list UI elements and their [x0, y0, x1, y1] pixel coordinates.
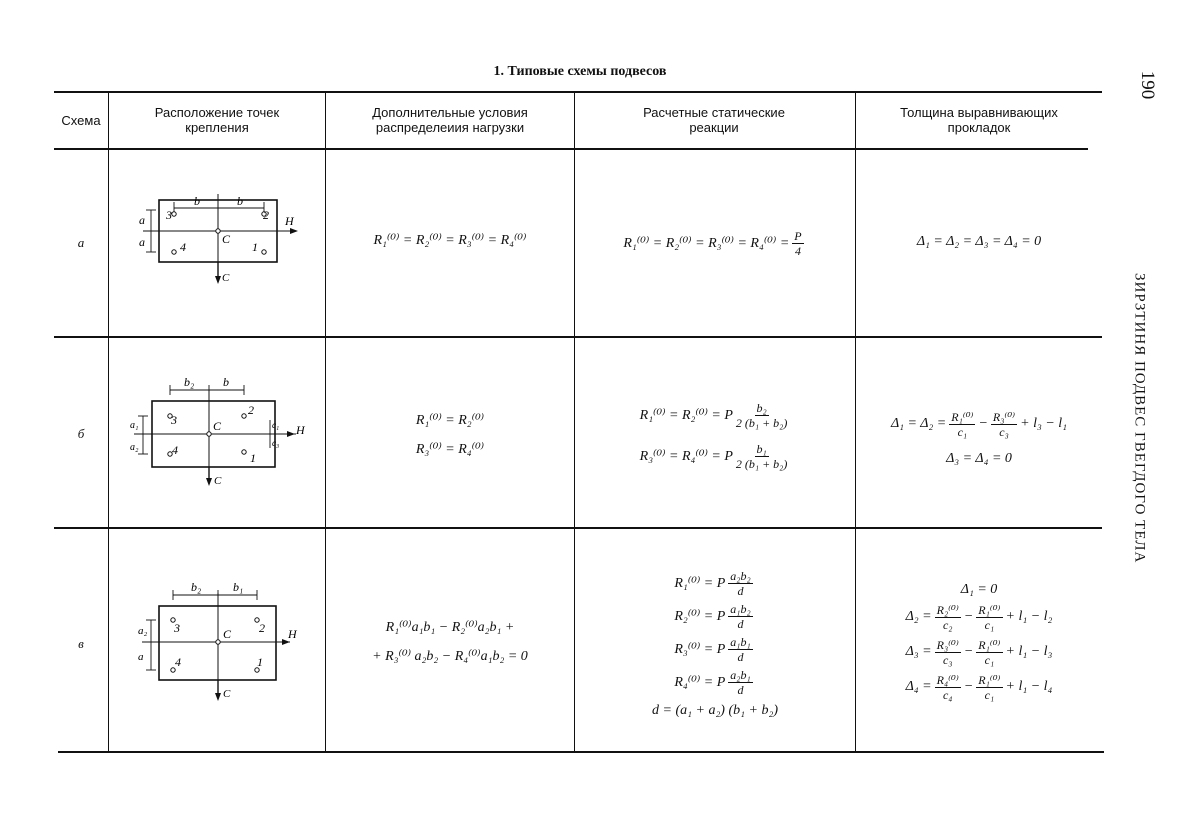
fraction-denominator: d — [737, 584, 744, 598]
diagram-label: 1 — [257, 655, 263, 669]
running-header-text: ЗИРЗТИНЯ ПОДВЕС ГВЕГДОГО ТЕЛА — [1131, 272, 1148, 564]
reaction-lhs: R₁⁽⁰⁾ = P — [674, 576, 726, 591]
reactions-v — [575, 552, 855, 738]
diagram-label: b₂ — [184, 375, 195, 389]
reaction-row — [640, 442, 791, 471]
reaction-fraction — [728, 569, 752, 598]
fraction-numerator: a₂b₁ — [730, 668, 751, 682]
scheme-diagram-a — [118, 180, 318, 290]
fraction-denominator: c₁ — [984, 652, 995, 667]
diagram-label: С — [223, 688, 231, 700]
fraction-denominator: 4 — [794, 243, 801, 258]
thickness-tail: + l₁ − l₄ — [1005, 679, 1053, 694]
diagram-label: 1 — [252, 240, 258, 254]
arrow-h-head — [290, 228, 298, 234]
point-c — [216, 229, 220, 233]
thickness-operator: − — [963, 609, 974, 624]
thickness-fraction — [976, 638, 1002, 667]
condition-line: R₁⁽⁰⁾ = R₂⁽⁰⁾ = R₃⁽⁰⁾ = R₄⁽⁰⁾ — [373, 232, 527, 248]
diagram-label: а₁ — [130, 420, 139, 431]
reaction-lhs: R₁⁽⁰⁾ = R₂⁽⁰⁾ = P — [639, 408, 733, 423]
point-3 — [172, 212, 176, 216]
diagram-label: С — [223, 627, 232, 641]
reactions-b — [575, 398, 855, 474]
scheme-diagram-v — [118, 576, 318, 704]
reaction-fraction — [728, 602, 752, 631]
fraction-numerator: a₁b₂ — [730, 602, 751, 616]
fraction-numerator: R₁⁽⁰⁾ — [978, 637, 1001, 652]
reaction-extra: d = (a₁ + a₂) (b₁ + b₂) — [652, 703, 778, 718]
diagram-label: 4 — [175, 655, 181, 669]
conditions-b — [326, 405, 574, 465]
fraction-denominator: c₃ — [999, 424, 1009, 439]
diagram-label: b₁ — [233, 580, 244, 594]
fraction-denominator: 2 (b₁ + b₂) — [735, 457, 788, 471]
reaction-lhs: R₃⁽⁰⁾ = P — [674, 642, 726, 657]
thickness-row — [891, 410, 1067, 439]
running-header — [1122, 258, 1156, 578]
thickness-b — [856, 400, 1102, 476]
thickness-operator: − — [978, 416, 988, 431]
scheme-label-b: б — [77, 426, 85, 441]
diagram-label: 3 — [174, 621, 180, 635]
reaction-row — [674, 668, 755, 697]
diagram-label: а — [139, 213, 145, 227]
thickness-row — [906, 603, 1053, 632]
thickness-fraction — [976, 603, 1002, 632]
fraction-denominator: 2 (b₁ + b₂) — [735, 416, 788, 430]
thickness-lhs: Δ₂ = — [905, 609, 932, 624]
scheme-label-a: а — [77, 235, 85, 250]
fraction-denominator: c₂ — [942, 617, 953, 632]
fraction-denominator: c₁ — [957, 424, 968, 439]
diagram-label: 3 — [171, 413, 177, 427]
reaction-fraction — [728, 635, 752, 664]
diagram-label: b₂ — [191, 580, 202, 594]
thickness-row: Δ₁ = 0 — [960, 581, 998, 597]
diagram-label: Н — [288, 627, 297, 641]
thickness-lhs: Δ₁ = Δ₂ = — [890, 416, 947, 431]
scheme-label-v: в — [78, 636, 84, 651]
diagram-label: а — [138, 651, 144, 663]
reaction-fraction — [736, 442, 787, 471]
condition-line: R₁⁽⁰⁾ = R₂⁽⁰⁾ — [415, 413, 485, 428]
diagram-label: b — [237, 194, 243, 208]
point-1 — [242, 450, 246, 454]
diagram-label: С — [222, 232, 231, 246]
thickness-lhs: Δ₃ = — [905, 644, 932, 659]
header-mount-points: Расположение точек крепления — [154, 105, 280, 135]
fraction-numerator: R₄⁽⁰⁾ — [936, 672, 959, 687]
thickness-row: Δ₃ = Δ₄ = 0 — [946, 450, 1012, 466]
diagram-label: а₂ — [130, 442, 139, 453]
fraction-denominator: c₃ — [942, 652, 953, 667]
diagram-label: b — [223, 375, 229, 389]
reaction-fraction — [792, 229, 803, 258]
diagram-label: 3 — [166, 208, 172, 222]
point-2 — [242, 414, 246, 418]
page-number: 190 — [1137, 70, 1158, 100]
fraction-denominator: d — [737, 650, 744, 664]
reaction-row — [674, 569, 755, 598]
thickness-fraction — [949, 410, 975, 439]
diagram-label: а₂ — [138, 625, 148, 637]
header-scheme: Схема — [61, 112, 101, 128]
diagram-label: а — [139, 235, 145, 249]
diagram-label: 2 — [248, 403, 254, 417]
row-a-bottom-rule — [54, 336, 1102, 338]
reaction-lhs: R₃⁽⁰⁾ = R₄⁽⁰⁾ = P — [639, 449, 733, 464]
table-top-rule — [54, 91, 1102, 93]
fraction-numerator: P — [794, 228, 802, 243]
header-shim-thickness: Толщина выравнивающих прокладок — [900, 105, 1058, 135]
thickness-line: Δ₁ = Δ₂ = Δ₃ = Δ₄ = 0 — [916, 234, 1042, 249]
thickness-fraction — [935, 638, 961, 667]
point-4 — [172, 250, 176, 254]
reaction-lhs: R₁⁽⁰⁾ = R₂⁽⁰⁾ = R₃⁽⁰⁾ = R₄⁽⁰⁾ = — [623, 235, 790, 251]
reaction-lhs: R₂⁽⁰⁾ = P — [674, 609, 726, 624]
header-load-conditions: Дополнительные условия распределеиия нагрузки — [372, 105, 528, 135]
thickness-fraction — [991, 410, 1017, 439]
conditions-v — [326, 612, 574, 672]
fraction-numerator: R₃⁽⁰⁾ — [992, 409, 1016, 424]
row-b-bottom-rule — [54, 527, 1102, 529]
diagram-label: С — [214, 475, 222, 487]
reaction-row — [674, 602, 755, 631]
diagram-label: С — [213, 419, 222, 433]
point-1 — [262, 250, 266, 254]
load-arrow-head — [215, 693, 221, 701]
diagram-label: с₃ — [272, 438, 280, 448]
diagram-label: 1 — [250, 451, 256, 465]
load-arrow-head — [206, 478, 212, 486]
diagram-label: 2 — [263, 208, 269, 222]
fraction-numerator: R₃⁽⁰⁾ — [936, 637, 959, 652]
thickness-tail: + l₁ − l₂ — [1005, 609, 1053, 624]
fraction-denominator: d — [737, 617, 744, 631]
diagram-label: 4 — [172, 443, 178, 457]
reaction-fraction — [728, 668, 752, 697]
diagram-label: 4 — [180, 240, 186, 254]
thickness-tail: + l₃ − l₁ — [1020, 416, 1068, 431]
fraction-numerator: R₁⁽⁰⁾ — [978, 672, 1001, 687]
fraction-numerator: b₂ — [756, 401, 767, 415]
fraction-numerator: R₂⁽⁰⁾ — [936, 602, 959, 617]
condition-line: + R₃⁽⁰⁾ a₂b₂ − R₄⁽⁰⁾a₁b₂ = 0 — [372, 649, 528, 664]
fraction-numerator: R₁⁽⁰⁾ — [951, 409, 974, 424]
thickness-tail: + l₁ − l₃ — [1005, 644, 1053, 659]
thickness-operator: − — [963, 679, 974, 694]
point-c — [207, 432, 211, 436]
fraction-numerator: a₂b₂ — [730, 569, 751, 583]
reaction-row — [674, 635, 755, 664]
scheme-diagram-b — [118, 372, 318, 487]
header-bottom-rule — [54, 148, 1088, 150]
thickness-fraction — [976, 673, 1002, 702]
col-divider-1 — [108, 92, 109, 751]
fraction-numerator: a₁b₁ — [730, 635, 751, 649]
header-static-reactions: Расчетные статические реакции — [643, 105, 785, 135]
reaction-fraction — [736, 401, 787, 430]
condition-line: R₁⁽⁰⁾a₁b₁ − R₂⁽⁰⁾a₂b₁ + — [385, 620, 515, 635]
diagram-label: Н — [285, 214, 294, 228]
fraction-numerator: R₁⁽⁰⁾ — [978, 602, 1001, 617]
arrow-h-head — [287, 431, 295, 437]
conditions-a — [326, 215, 574, 265]
fraction-numerator: b₁ — [756, 442, 767, 456]
fraction-denominator: d — [737, 683, 744, 697]
diagram-label: с₁ — [272, 420, 280, 430]
thickness-v — [856, 562, 1102, 722]
thickness-fraction — [935, 673, 961, 702]
reaction-lhs: R₄⁽⁰⁾ = P — [674, 675, 726, 690]
diagram-label: Н — [296, 423, 305, 437]
load-arrow-head — [215, 276, 221, 284]
diagram-label: 2 — [259, 621, 265, 635]
table-bottom-rule — [58, 751, 1104, 753]
fraction-denominator: c₁ — [984, 687, 995, 702]
reaction-row — [640, 401, 791, 430]
diagram-label: С — [222, 272, 230, 284]
thickness-fraction — [935, 603, 961, 632]
point-c — [216, 640, 220, 644]
condition-line: R₃⁽⁰⁾ = R₄⁽⁰⁾ — [415, 442, 485, 457]
table-title: 1. Типовые схемы подвесов — [493, 64, 667, 79]
thickness-operator: − — [963, 644, 974, 659]
thickness-lhs: Δ₄ = — [905, 679, 932, 694]
diagram-label: b — [194, 194, 200, 208]
fraction-denominator: c₄ — [942, 687, 953, 702]
thickness-row — [906, 673, 1053, 702]
reactions-a — [575, 215, 855, 271]
thickness-row — [906, 638, 1053, 667]
thickness-a — [856, 220, 1102, 264]
fraction-denominator: c₁ — [984, 617, 995, 632]
